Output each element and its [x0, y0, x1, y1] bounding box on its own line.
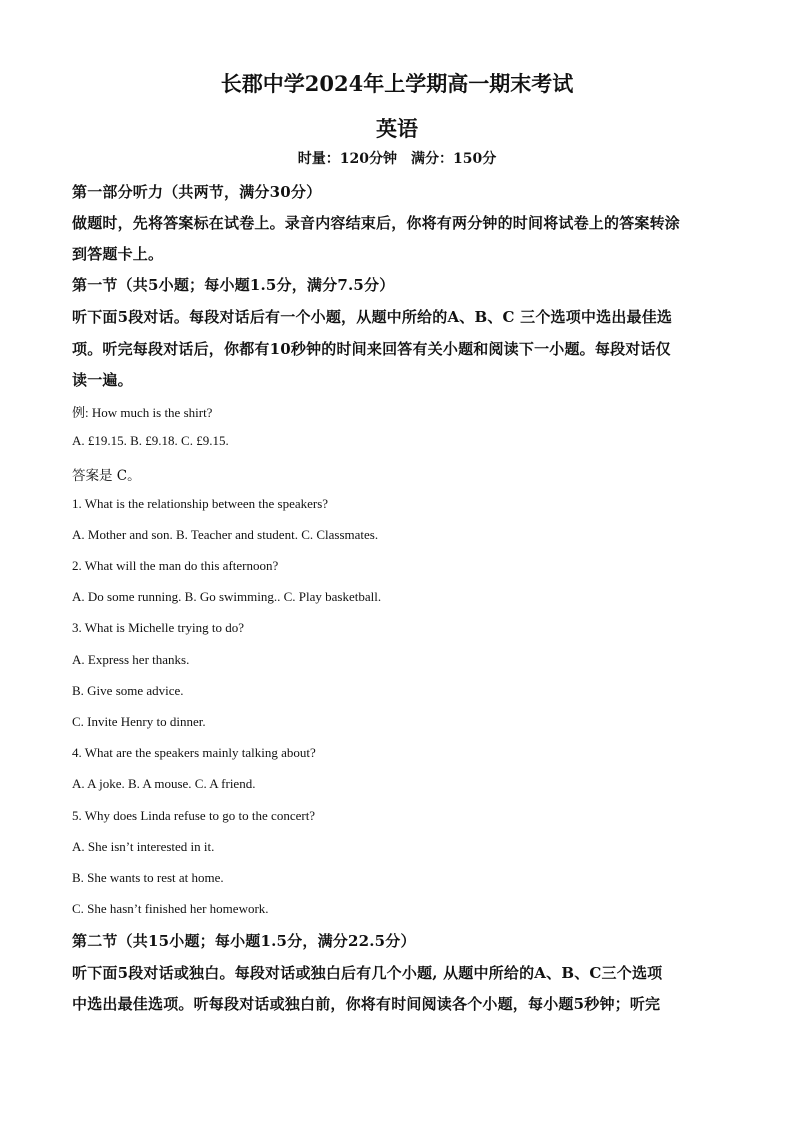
page-title: 长郡中学2024年上学期高一期末考试	[220, 71, 574, 96]
time-score-line: 时量：120分钟 满分：150分	[297, 151, 497, 167]
example-question: 例: How much is the shirt?	[72, 405, 213, 420]
question-3-option-b: B. Give some advice.	[72, 683, 184, 698]
question-3-option-a: A. Express her thanks.	[72, 652, 190, 667]
question-5-option-b: B. She wants to rest at home.	[72, 870, 224, 885]
question-1: 1. What is the relationship between the speakers?	[72, 496, 329, 511]
section1-instruction-line: 读一遍。	[72, 371, 133, 389]
subject-title: 英语	[376, 116, 418, 141]
question-2-options: A. Do some running. B. Go swimming.. C. Play basketball.	[72, 589, 382, 604]
part1-heading: 第一部分听力（共两节，满分30分）	[72, 183, 322, 201]
question-4-options: A. A joke. B. A mouse. C. A friend.	[72, 776, 256, 791]
question-1-options: A. Mother and son. B. Teacher and student. C. Classmates.	[72, 527, 379, 542]
question-4: 4. What are the speakers mainly talking about?	[72, 745, 316, 760]
question-5: 5. Why does Linda refuse to go to the concert?	[72, 808, 316, 823]
section1-instruction-line: 项。听完每段对话后，你都有10秒钟的时间来回答有关小题和阅读下一小题。每段对话仅	[72, 340, 671, 358]
section2-instruction-line: 听下面5段对话或独白。每段对话或独白后有几个小题, 从题中所给的A、B、C三个选项	[72, 964, 663, 982]
section2-heading: 第二节（共15小题；每小题1.5分，满分22.5分）	[72, 932, 416, 950]
question-5-option-a: A. She isn’t interested in it.	[72, 839, 215, 854]
section2-instruction-line: 中选出最佳选项。听每段对话或独白前，你将有时间阅读各个小题，每小题5秒钟；听完	[72, 995, 661, 1013]
section1-heading: 第一节（共5小题；每小题1.5分，满分7.5分）	[72, 276, 395, 294]
example-answer: 答案是 C。	[72, 468, 141, 484]
example-options: A. £19.15. B. £9.18. C. £9.15.	[72, 433, 229, 448]
part1-instruction-line: 到答题卡上。	[72, 245, 164, 263]
question-2: 2. What will the man do this afternoon?	[72, 558, 279, 573]
question-3-option-c: C. Invite Henry to dinner.	[72, 714, 206, 729]
section1-instruction-line: 听下面5段对话。每段对话后有一个小题，从题中所给的A、B、C 三个选项中选出最佳选	[72, 308, 673, 326]
question-3: 3. What is Michelle trying to do?	[72, 620, 244, 635]
part1-instruction-line: 做题时，先将答案标在试卷上。录音内容结束后，你将有两分钟的时间将试卷上的答案转涂	[72, 214, 681, 232]
question-5-option-c: C. She hasn’t finished her homework.	[72, 901, 269, 916]
